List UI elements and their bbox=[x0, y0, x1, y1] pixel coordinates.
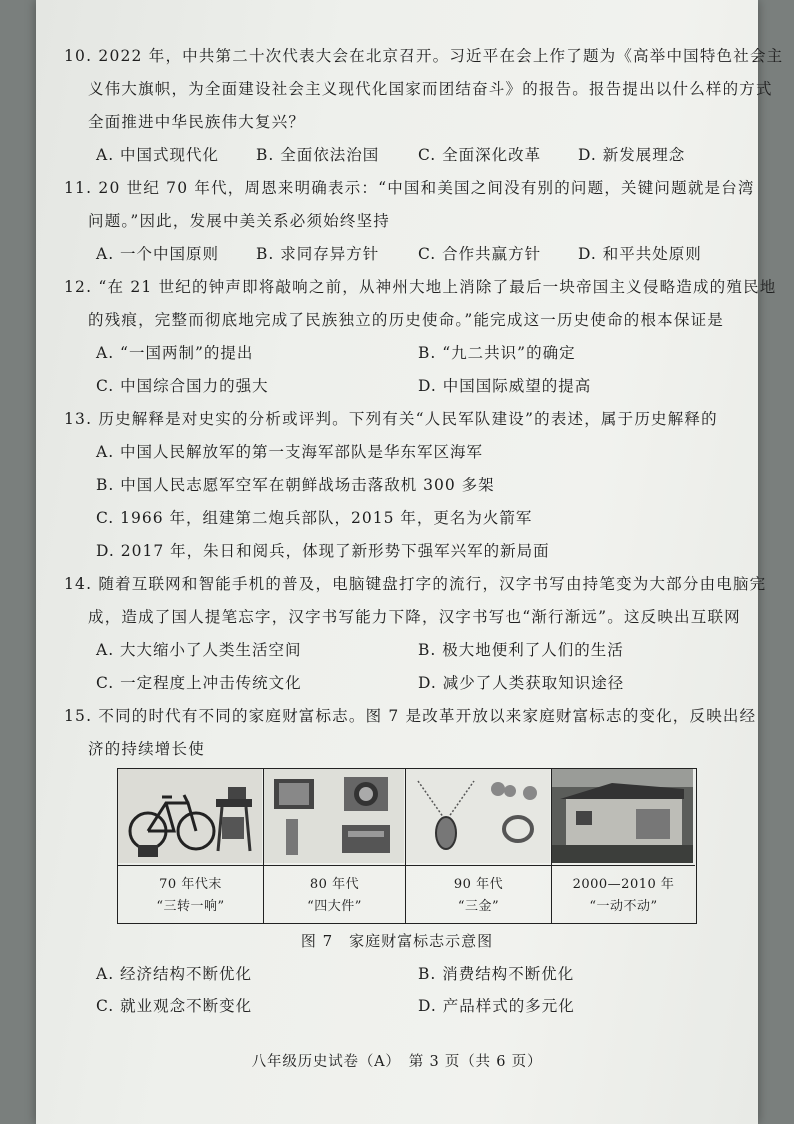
question-14-line-2: 成，造成了国人提笔忘字，汉字书写能力下降，汉字书写也“渐行渐远”。这反映出互联网 bbox=[88, 608, 741, 626]
figure-panel-80s-period: 80 年代 bbox=[309, 877, 360, 892]
question-15-option-b: B. 消费结构不断优化 bbox=[418, 965, 575, 983]
figure-panel-2000s bbox=[552, 769, 695, 923]
figure-panel-2000s-label: “一动不动” bbox=[589, 899, 658, 914]
figure-panel-70s-period: 70 年代末 bbox=[159, 877, 222, 892]
gold-jewelry-icon bbox=[406, 769, 551, 866]
question-11-option-b: B. 求同存异方针 bbox=[256, 245, 380, 263]
question-14-option-d: D. 减少了人类获取知识途径 bbox=[418, 674, 625, 692]
figure-7-caption: 图 7 家庭财富标志示意图 bbox=[300, 932, 494, 950]
question-10-option-d: D. 新发展理念 bbox=[578, 146, 686, 164]
question-13-line-1: 13. 历史解释是对史实的分析或评判。下列有关“人民军队建设”的表述，属于历史解释的 bbox=[64, 410, 718, 428]
figure-panel-70s bbox=[118, 769, 264, 923]
question-12-option-c: C. 中国综合国力的强大 bbox=[96, 377, 269, 395]
figure-panel-70s-label: “三转一响” bbox=[156, 899, 225, 914]
question-15-option-c: C. 就业观念不断变化 bbox=[96, 997, 253, 1015]
question-12-option-d: D. 中国国际威望的提高 bbox=[418, 377, 592, 395]
question-13-option-a: A. 中国人民解放军的第一支海军部队是华东军区海军 bbox=[96, 443, 484, 461]
question-15-line-1: 15. 不同的时代有不同的家庭财富标志。图 7 是改革开放以来家庭财富标志的变化，反映出经 bbox=[64, 707, 757, 725]
page-footer: 八年级历史试卷（A） 第 3 页（共 6 页） bbox=[251, 1054, 543, 1070]
figure-panel-90s bbox=[406, 769, 552, 923]
exam-page bbox=[36, 0, 758, 1124]
figure-panel-90s-label: “三金” bbox=[457, 899, 500, 914]
question-10-line-2: 义伟大旗帜，为全面建设社会主义现代化国家而团结奋斗》的报告。报告提出以什么样的方式 bbox=[88, 80, 773, 98]
question-12-option-b: B. “九二共识”的确定 bbox=[418, 344, 576, 362]
question-10-option-b: B. 全面依法治国 bbox=[256, 146, 380, 164]
bicycle-sewing-machine-icon bbox=[118, 769, 263, 866]
question-15-line-2: 济的持续增长使 bbox=[88, 740, 205, 758]
figure-panel-80s-label: “四大件” bbox=[307, 899, 362, 914]
question-13-option-c: C. 1966 年，组建第二炮兵部队，2015 年，更名为火箭军 bbox=[96, 509, 533, 527]
figure-panel-80s bbox=[264, 769, 406, 923]
question-14-line-1: 14. 随着互联网和智能手机的普及，电脑键盘打字的流行，汉字书写由持笔变为大部分由电脑完 bbox=[64, 575, 767, 593]
question-13-option-d: D. 2017 年，朱日和阅兵，体现了新形势下强军兴军的新局面 bbox=[96, 542, 550, 560]
figure-panel-90s-period: 90 年代 bbox=[453, 877, 504, 892]
question-12-line-2: 的残痕，完整而彻底地完成了民族独立的历史使命。”能完成这一历史使命的根本保证是 bbox=[88, 311, 724, 329]
figure-7-table bbox=[117, 768, 697, 924]
question-15-option-d: D. 产品样式的多元化 bbox=[418, 997, 575, 1015]
question-12-line-1: 12. “在 21 世纪的钟声即将敲响之前，从神州大地上消除了最后一块帝国主义侵略造成的殖民地 bbox=[64, 278, 777, 296]
question-15-option-a: A. 经济结构不断优化 bbox=[96, 965, 253, 983]
appliances-icon bbox=[264, 769, 405, 866]
question-14-option-a: A. 大大缩小了人类生活空间 bbox=[96, 641, 302, 659]
question-11-line-2: 问题。”因此，发展中美关系必须始终坚持 bbox=[88, 212, 390, 230]
figure-panel-2000s-period: 2000—2010 年 bbox=[572, 877, 675, 892]
question-10-option-c: C. 全面深化改革 bbox=[418, 146, 542, 164]
question-10-line-1: 10. 2022 年，中共第二十次代表大会在北京召开。习近平在会上作了题为《高举中国特色社会主 bbox=[64, 47, 784, 65]
question-13-option-b: B. 中国人民志愿军空军在朝鲜战场击落敌机 300 多架 bbox=[96, 476, 495, 494]
question-11-option-a: A. 一个中国原则 bbox=[96, 245, 220, 263]
question-11-line-1: 11. 20 世纪 70 年代，周恩来明确表示：“中国和美国之间没有别的问题，关键问题就是台湾 bbox=[64, 179, 755, 197]
car-house-icon bbox=[552, 769, 695, 866]
question-11-option-c: C. 合作共赢方针 bbox=[418, 245, 542, 263]
question-14-option-b: B. 极大地便利了人们的生活 bbox=[418, 641, 624, 659]
question-11-option-d: D. 和平共处原则 bbox=[578, 245, 702, 263]
question-12-option-a: A. “一国两制”的提出 bbox=[96, 344, 254, 362]
question-10-line-3: 全面推进中华民族伟大复兴？ bbox=[88, 113, 306, 131]
question-10-option-a: A. 中国式现代化 bbox=[96, 146, 220, 164]
question-14-option-c: C. 一定程度上冲击传统文化 bbox=[96, 674, 302, 692]
